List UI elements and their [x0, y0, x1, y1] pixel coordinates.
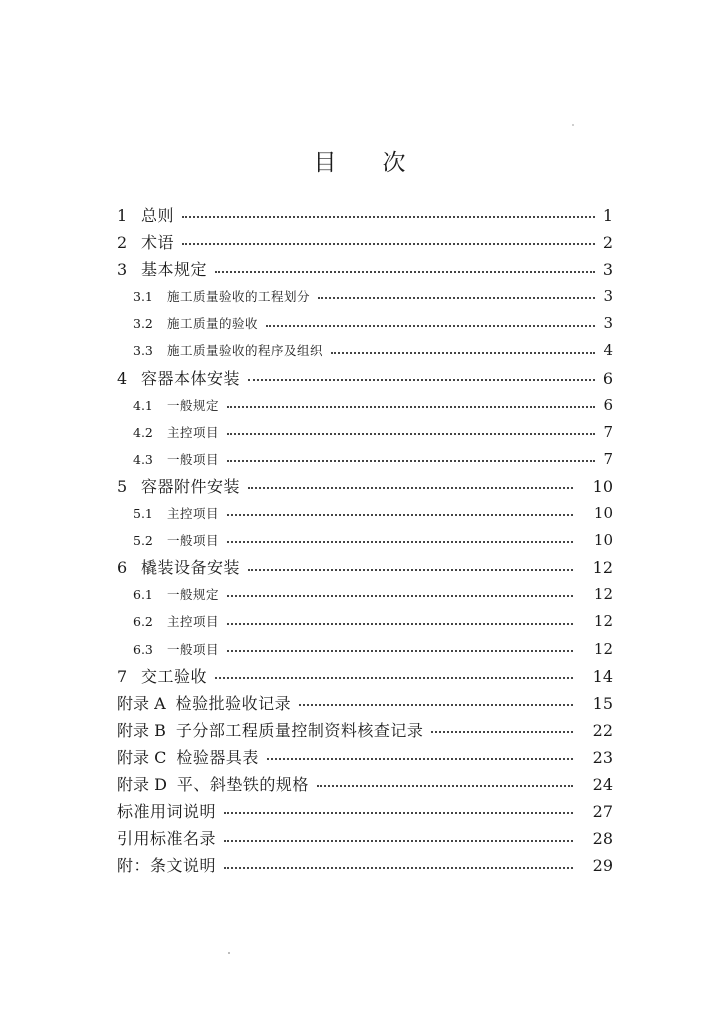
toc-entry-page-number: 6 — [602, 368, 613, 388]
toc-section-entry[interactable] — [117, 717, 613, 744]
toc-entry-page-number: 14 — [592, 666, 613, 686]
toc-entry-label: 检验器具表 — [176, 747, 259, 767]
toc-entry-label: 一般项目 — [167, 641, 220, 657]
toc-entry-number: 4.3 — [133, 451, 153, 467]
toc-entry-number: 6.1 — [133, 587, 153, 603]
toc-section-entry[interactable] — [117, 229, 613, 256]
toc-dot-leader — [227, 534, 573, 547]
toc-entry-page-number: 2 — [602, 233, 613, 253]
toc-entry-number: 7 — [117, 666, 128, 686]
toc-subsection-entry[interactable] — [117, 446, 613, 473]
toc-entry-number: 附录 D — [117, 774, 167, 794]
toc-dot-leader — [224, 858, 573, 874]
toc-section-entry[interactable] — [117, 554, 613, 581]
toc-section-entry[interactable] — [117, 365, 613, 392]
scan-speck — [228, 952, 230, 954]
toc-entry-label: 施工质量验收的工程划分 — [167, 289, 311, 305]
toc-entry-page-number: 22 — [592, 720, 613, 740]
toc-entry-label: 施工质量验收的程序及组织 — [167, 343, 324, 359]
toc-entry-page-number: 7 — [603, 422, 613, 441]
toc-entry-label: 一般规定 — [167, 397, 220, 413]
toc-subsection-entry[interactable] — [117, 581, 613, 608]
toc-entry-number: 4.1 — [133, 397, 153, 413]
toc-dot-leader — [215, 668, 573, 684]
toc-entry-number: 附录 B — [117, 720, 166, 740]
table-of-contents — [117, 202, 613, 879]
toc-subsection-entry[interactable] — [117, 337, 613, 364]
toc-entry-page-number: 12 — [593, 639, 613, 658]
toc-section-entry[interactable] — [117, 690, 613, 717]
toc-entry-label: 主控项目 — [167, 506, 220, 522]
toc-dot-leader — [266, 318, 595, 331]
toc-dot-leader — [227, 616, 573, 629]
toc-dot-leader — [431, 722, 573, 738]
toc-entry-label: 标准用词说明 — [117, 802, 217, 822]
toc-entry-label: 术语 — [141, 233, 175, 253]
toc-entry-page-number: 12 — [593, 585, 613, 604]
toc-entry-label: 检验批验收记录 — [175, 693, 292, 713]
toc-dot-leader — [227, 453, 595, 466]
toc-entry-label: 一般规定 — [167, 587, 220, 603]
toc-dot-leader — [182, 208, 595, 224]
toc-entry-number: 4 — [117, 368, 128, 388]
toc-entry-page-number: 1 — [602, 206, 613, 225]
toc-subsection-entry[interactable] — [117, 608, 613, 635]
toc-entry-page-number: 3 — [603, 314, 613, 333]
toc-entry-number: 5 — [117, 476, 128, 496]
toc-entry-label: 容器附件安装 — [141, 476, 241, 496]
toc-section-entry[interactable] — [117, 663, 613, 690]
toc-dot-leader — [248, 478, 573, 494]
toc-entry-label: 附：条文说明 — [117, 856, 217, 876]
toc-entry-page-number: 12 — [592, 558, 613, 578]
toc-entry-label: 橇装设备安装 — [141, 558, 241, 578]
toc-entry-number: 6.3 — [133, 641, 153, 657]
toc-entry-number: 3 — [117, 260, 128, 280]
toc-dot-leader — [317, 777, 573, 793]
toc-dot-leader — [267, 749, 573, 765]
toc-dot-leader — [215, 262, 595, 278]
toc-entry-label: 施工质量的验收 — [167, 316, 259, 332]
toc-entry-number: 6.2 — [133, 614, 153, 630]
toc-entry-number: 6 — [117, 558, 128, 578]
toc-subsection-entry[interactable] — [117, 500, 613, 527]
toc-entry-label: 一般项目 — [167, 451, 220, 467]
toc-section-entry[interactable] — [117, 256, 613, 283]
toc-subsection-entry[interactable] — [117, 310, 613, 337]
toc-dot-leader — [248, 370, 595, 386]
toc-entry-number: 5.1 — [133, 506, 153, 522]
toc-section-entry[interactable] — [117, 771, 613, 798]
page-title — [0, 144, 719, 177]
toc-dot-leader — [318, 291, 595, 304]
toc-entry-label: 容器本体安装 — [141, 368, 241, 388]
scan-speck — [572, 124, 574, 126]
toc-entry-label: 引用标准名录 — [117, 829, 217, 849]
toc-entry-page-number: 12 — [593, 612, 613, 631]
toc-subsection-entry[interactable] — [117, 636, 613, 663]
toc-entry-label: 一般项目 — [167, 533, 220, 549]
toc-entry-number: 3.2 — [133, 316, 153, 332]
toc-entry-page-number: 4 — [603, 341, 613, 360]
toc-entry-label: 主控项目 — [167, 614, 220, 630]
toc-dot-leader — [224, 804, 573, 820]
toc-section-entry[interactable] — [117, 852, 613, 879]
toc-entry-page-number: 27 — [592, 802, 613, 822]
toc-dot-leader — [224, 831, 573, 847]
toc-subsection-entry[interactable] — [117, 283, 613, 310]
toc-dot-leader — [227, 643, 573, 656]
toc-dot-leader — [227, 426, 595, 439]
toc-entry-page-number: 15 — [592, 693, 613, 713]
toc-entry-label: 总则 — [141, 206, 175, 225]
toc-dot-leader — [248, 560, 573, 576]
toc-entry-page-number: 28 — [592, 829, 613, 849]
toc-entry-page-number: 3 — [602, 260, 613, 280]
toc-entry-number: 附录 C — [117, 747, 167, 767]
toc-entry-number: 5.2 — [133, 533, 153, 549]
toc-subsection-entry[interactable] — [117, 392, 613, 419]
toc-dot-leader — [227, 399, 595, 412]
toc-dot-leader — [227, 589, 573, 602]
toc-dot-leader — [182, 235, 595, 251]
toc-entry-page-number: 7 — [603, 449, 613, 468]
toc-section-entry[interactable] — [117, 744, 613, 771]
toc-entry-page-number: 23 — [592, 747, 613, 767]
page-title-part-1: 目 — [313, 150, 337, 176]
toc-subsection-entry[interactable] — [117, 419, 613, 446]
toc-entry-label: 主控项目 — [167, 424, 220, 440]
toc-entry-page-number: 10 — [593, 531, 613, 550]
toc-entry-number: 3.1 — [133, 289, 153, 305]
page-title-part-2: 次 — [382, 150, 406, 176]
toc-section-entry[interactable] — [117, 798, 613, 825]
toc-entry-number: 2 — [117, 233, 128, 253]
toc-dot-leader — [331, 345, 595, 358]
toc-entry-number: 1 — [117, 206, 128, 225]
toc-entry-number: 3.3 — [133, 343, 153, 359]
toc-entry-page-number: 3 — [603, 287, 613, 306]
toc-entry-page-number: 29 — [592, 856, 613, 876]
toc-dot-leader — [227, 507, 573, 520]
toc-section-entry[interactable] — [117, 825, 613, 852]
toc-entry-label: 基本规定 — [141, 260, 208, 280]
toc-entry-label: 平、斜垫铁的规格 — [176, 774, 309, 794]
toc-dot-leader — [299, 695, 573, 711]
toc-entry-page-number: 6 — [603, 395, 613, 414]
toc-entry-label: 交工验收 — [141, 666, 208, 686]
toc-section-entry[interactable] — [117, 202, 613, 229]
toc-entry-page-number: 10 — [592, 476, 613, 496]
toc-section-entry[interactable] — [117, 473, 613, 500]
toc-entry-page-number: 10 — [593, 504, 613, 523]
toc-entry-page-number: 24 — [592, 774, 613, 794]
toc-entry-label: 子分部工程质量控制资料核查记录 — [175, 720, 424, 740]
toc-entry-number: 4.2 — [133, 424, 153, 440]
toc-entry-number: 附录 A — [117, 693, 166, 713]
toc-subsection-entry[interactable] — [117, 527, 613, 554]
